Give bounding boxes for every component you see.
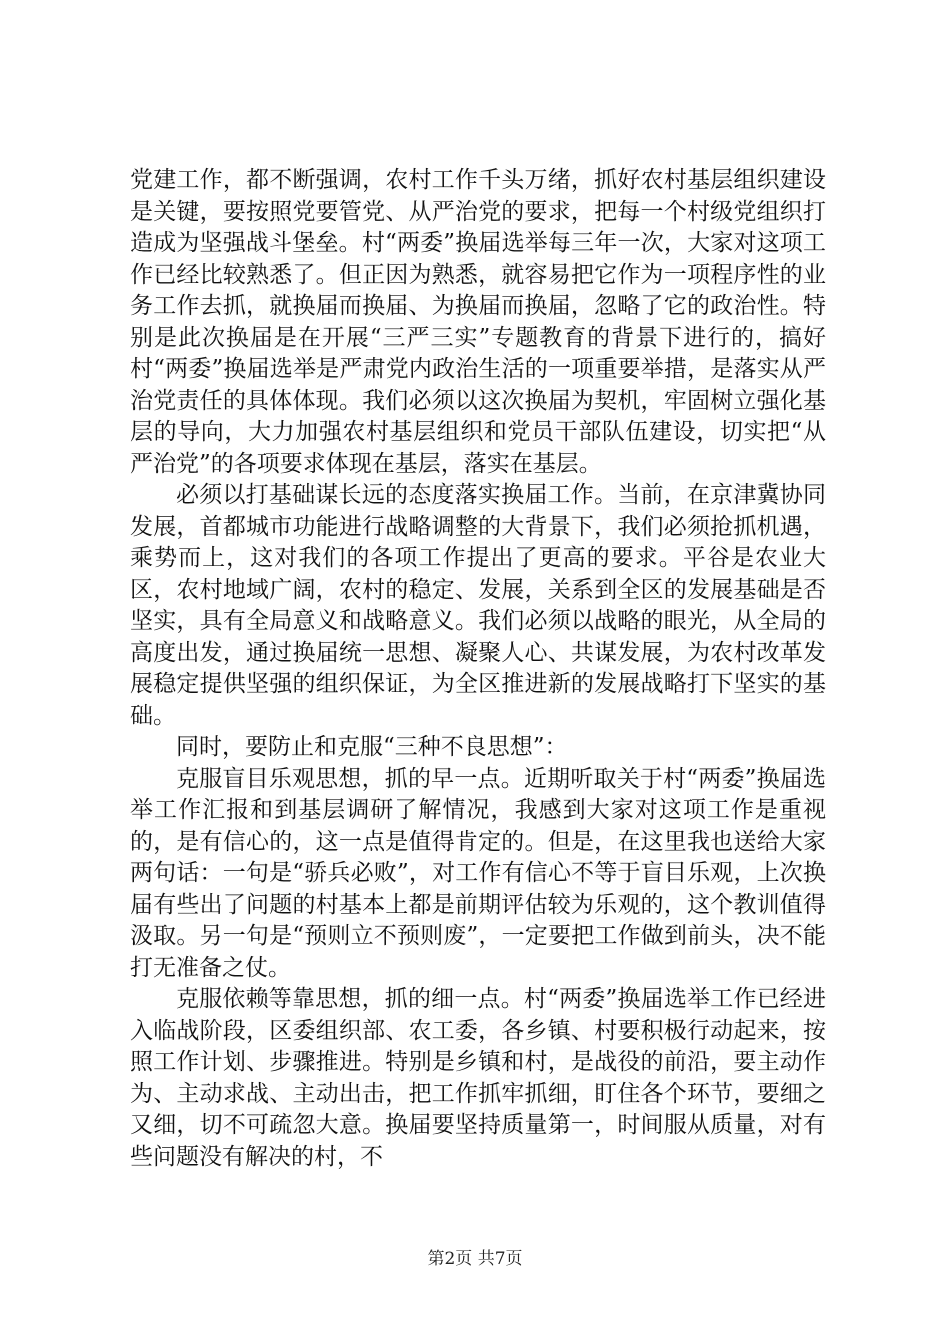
page-footer: 第2页 共7页: [427, 1249, 523, 1269]
document-body: [130, 165, 826, 1173]
paragraph-3: 同时，要防止和克服“三种不良思想”：: [176, 734, 568, 760]
paragraph-5: 克服依赖等靠思想，抓的细一点。村“两委”换届选举工作已经进入临战阶段，区委组织部、农工委，各乡镇、村要积极行动起来，按照工作计划、步骤推进。特别是乡镇和村，是战役的前沿，要主动作为、主动求战、主动出击，把工作抓牢抓细，盯住各个环节，要细之又细，切不可疏忽大意。换届要坚持质量第一，时间服从质量，对有些问题没有解决的村，不: [130, 986, 826, 1170]
paragraph-2: 必须以打基础谋长远的态度落实换届工作。当前，在京津冀协同发展，首都城市功能进行战略调整的大背景下，我们必须抢抓机遇，乘势而上，这对我们的各项工作提出了更高的要求。平谷是农业大区，农村地域广阔，农村的稳定、发展，关系到全区的发展基础是否坚实，具有全局意义和战略意义。我们必须以战略的眼光，从全局的高度出发，通过换届统一思想、凝聚人心、共谋发展，为农村改革发展稳定提供坚强的组织保证，为全区推进新的发展战略打下坚实的基础。: [130, 482, 826, 729]
paragraph-4: 克服盲目乐观思想，抓的早一点。近期听取关于村“两委”换届选举工作汇报和到基层调研了解情况，我感到大家对这项工作是重视的，是有信心的，这一点是值得肯定的。但是，在这里我也送给大家两句话：一句是“骄兵必败”，对工作有信心不等于盲目乐观，上次换届有些出了问题的村基本上都是前期评估较为乐观的，这个教训值得汲取。另一句是“预则立不预则废”，一定要把工作做到前头，决不能打无准备之仗。: [130, 765, 826, 981]
paragraph-1: 党建工作，都不断强调，农村工作千头万绪，抓好农村基层组织建设是关键，要按照党要管党、从严治党的要求，把每一个村级党组织打造成为坚强战斗堡垒。村“两委”换届选举每三年一次，大家对这项工作已经比较熟悉了。但正因为熟悉，就容易把它作为一项程序性的业务工作去抓，就换届而换届、为换届而换届，忽略了它的政治性。特别是此次换届是在开展“三严三实”专题教育的背景下进行的，搞好村“两委”换届选举是严肃党内政治生活的一项重要举措，是落实从严治党责任的具体体现。我们必须以这次换届为契机，牢固树立强化基层的导向，大力加强农村基层组织和党员干部队伍建设，切实把“从严治党”的各项要求体现在基层，落实在基层。: [130, 167, 826, 477]
